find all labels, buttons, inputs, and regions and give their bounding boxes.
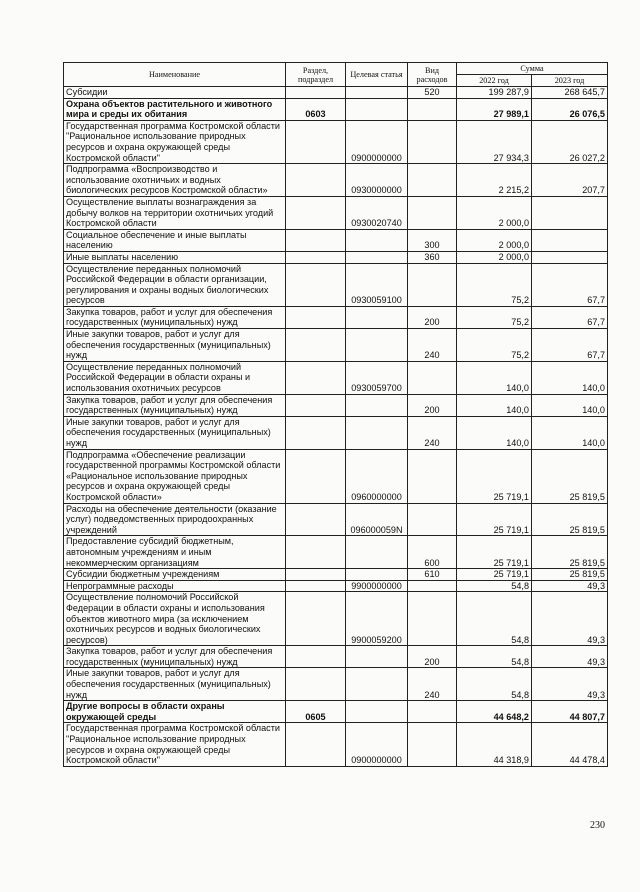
row-vid: 300 (408, 229, 457, 251)
row-target: 0960000000 (346, 449, 408, 503)
row-section (286, 251, 346, 263)
row-sum-2022: 27 934,3 (457, 120, 532, 163)
table-row (64, 196, 608, 229)
page-number: 230 (590, 820, 605, 831)
row-name: Государственная программа Костромской области "Рациональное использование природных ресурсов и охрана окружающей среды Костромской области" (64, 120, 286, 163)
table-row (64, 536, 608, 569)
header-sum: Сумма (457, 63, 608, 75)
row-section (286, 503, 346, 536)
row-sum-2022: 44 318,9 (457, 723, 532, 766)
row-sum-2022: 25 719,1 (457, 536, 532, 569)
row-sum-2022: 75,2 (457, 329, 532, 362)
table-row (64, 361, 608, 394)
table-row (64, 592, 608, 646)
row-target: 0900000000 (346, 120, 408, 163)
row-name: Осуществление переданных полномочий Российской Федерации в области охраны и использования охотничьих ресурсов (64, 361, 286, 394)
table-row (64, 120, 608, 163)
table-row (64, 229, 608, 251)
row-sum-2022: 140,0 (457, 361, 532, 394)
row-name: Государственная программа Костромской области "Рациональное использование природных ресурсов и охрана окружающей среды Костромской области" (64, 723, 286, 766)
row-sum-2022: 25 719,1 (457, 503, 532, 536)
row-sum-2022: 2 000,0 (457, 251, 532, 263)
row-section (286, 416, 346, 449)
row-section (286, 329, 346, 362)
table-row (64, 87, 608, 99)
table-row (64, 668, 608, 701)
row-vid (408, 580, 457, 592)
table-row (64, 569, 608, 581)
row-vid (408, 592, 457, 646)
row-sum-2022: 140,0 (457, 394, 532, 416)
row-sum-2023: 44 807,7 (532, 701, 608, 723)
row-name: Закупка товаров, работ и услуг для обеспечения государственных (муниципальных) нужд (64, 306, 286, 328)
row-sum-2023: 140,0 (532, 361, 608, 394)
row-sum-2023: 26 027,2 (532, 120, 608, 163)
header-year-2022: 2022 год (457, 75, 532, 87)
row-sum-2022: 199 287,9 (457, 87, 532, 99)
row-sum-2023: 67,7 (532, 263, 608, 306)
row-target: 0930059700 (346, 361, 408, 394)
row-target (346, 87, 408, 99)
row-name: Предоставление субсидий бюджетным, автономным учреждениям и иным некоммерческим организациям (64, 536, 286, 569)
row-target: 0930020740 (346, 196, 408, 229)
table-row (64, 503, 608, 536)
row-vid (408, 263, 457, 306)
row-name: Закупка товаров, работ и услуг для обеспечения государственных (муниципальных) нужд (64, 394, 286, 416)
row-section (286, 196, 346, 229)
row-section (286, 580, 346, 592)
table-row (64, 263, 608, 306)
row-sum-2023: 67,7 (532, 329, 608, 362)
row-sum-2023: 25 819,5 (532, 569, 608, 581)
row-sum-2023: 25 819,5 (532, 536, 608, 569)
row-sum-2022: 54,8 (457, 646, 532, 668)
table-row (64, 394, 608, 416)
row-sum-2023: 67,7 (532, 306, 608, 328)
row-vid: 200 (408, 306, 457, 328)
row-name: Охрана объектов растительного и животного мира и среды их обитания (64, 98, 286, 120)
row-name: Социальное обеспечение и иные выплаты населению (64, 229, 286, 251)
table-row (64, 723, 608, 766)
row-name: Закупка товаров, работ и услуг для обеспечения государственных (муниципальных) нужд (64, 646, 286, 668)
row-sum-2023: 26 076,5 (532, 98, 608, 120)
row-vid (408, 164, 457, 197)
row-section (286, 306, 346, 328)
row-name: Осуществление полномочий Российской Федерации в области охраны и использования объектов животного мира (за исключением охотничьих ресурсов и водных биологических ресурсов) (64, 592, 286, 646)
row-sum-2022: 54,8 (457, 580, 532, 592)
row-sum-2023 (532, 229, 608, 251)
row-sum-2022: 54,8 (457, 668, 532, 701)
row-target: 9900000000 (346, 580, 408, 592)
budget-table (63, 62, 608, 767)
row-vid: 240 (408, 668, 457, 701)
row-target (346, 229, 408, 251)
row-sum-2023: 140,0 (532, 394, 608, 416)
row-section (286, 361, 346, 394)
row-name: Подпрограмма «Обеспечение реализации государственной программы Костромской области «Рациональное использование природных ресурсов и охрана окружающей среды Костромской области» (64, 449, 286, 503)
row-vid (408, 723, 457, 766)
row-target (346, 306, 408, 328)
header-target: Целевая статья (346, 63, 408, 87)
row-target (346, 536, 408, 569)
row-target (346, 394, 408, 416)
row-target: 0930000000 (346, 164, 408, 197)
row-section (286, 87, 346, 99)
table-row (64, 98, 608, 120)
table-row (64, 329, 608, 362)
header-vid: Вид расходов (408, 63, 457, 87)
row-vid (408, 701, 457, 723)
row-target: 096000059N (346, 503, 408, 536)
row-section (286, 646, 346, 668)
row-target (346, 701, 408, 723)
row-vid (408, 196, 457, 229)
table-row (64, 416, 608, 449)
row-sum-2022: 54,8 (457, 592, 532, 646)
row-section (286, 592, 346, 646)
row-sum-2022: 25 719,1 (457, 449, 532, 503)
row-vid (408, 361, 457, 394)
row-vid: 240 (408, 416, 457, 449)
row-name: Непрограммные расходы (64, 580, 286, 592)
row-section: 0603 (286, 98, 346, 120)
row-name: Субсидии (64, 87, 286, 99)
row-section (286, 394, 346, 416)
row-sum-2022: 2 215,2 (457, 164, 532, 197)
row-vid: 600 (408, 536, 457, 569)
table-row (64, 580, 608, 592)
row-section (286, 164, 346, 197)
row-sum-2023: 44 478,4 (532, 723, 608, 766)
row-sum-2023: 49,3 (532, 580, 608, 592)
row-section (286, 569, 346, 581)
row-sum-2023: 207,7 (532, 164, 608, 197)
row-name: Подпрограмма «Воспроизводство и использование охотничьих и водных биологических ресурсов Костромской области» (64, 164, 286, 197)
row-sum-2022: 25 719,1 (457, 569, 532, 581)
row-section (286, 536, 346, 569)
row-sum-2022: 140,0 (457, 416, 532, 449)
row-name: Иные закупки товаров, работ и услуг для обеспечения государственных (муниципальных) нужд (64, 416, 286, 449)
table-body (64, 87, 608, 767)
row-target (346, 569, 408, 581)
row-target (346, 98, 408, 120)
row-target (346, 251, 408, 263)
row-section (286, 120, 346, 163)
row-sum-2022: 2 000,0 (457, 196, 532, 229)
row-vid: 200 (408, 646, 457, 668)
row-target (346, 416, 408, 449)
row-sum-2023: 49,3 (532, 592, 608, 646)
header-name: Наименование (64, 63, 286, 87)
row-sum-2022: 27 989,1 (457, 98, 532, 120)
row-section (286, 263, 346, 306)
row-sum-2023: 140,0 (532, 416, 608, 449)
row-sum-2023: 49,3 (532, 668, 608, 701)
row-name: Осуществление переданных полномочий Российской Федерации в области организации, регулирования и охраны водных биологических ресурсов (64, 263, 286, 306)
row-vid (408, 98, 457, 120)
row-section (286, 229, 346, 251)
header-section: Раздел, подраздел (286, 63, 346, 87)
row-vid (408, 449, 457, 503)
row-target: 0930059100 (346, 263, 408, 306)
row-vid: 240 (408, 329, 457, 362)
table-row (64, 306, 608, 328)
row-sum-2023 (532, 251, 608, 263)
row-name: Субсидии бюджетным учреждениям (64, 569, 286, 581)
row-target (346, 668, 408, 701)
row-target (346, 329, 408, 362)
row-name: Иные закупки товаров, работ и услуг для обеспечения государственных (муниципальных) нужд (64, 329, 286, 362)
row-sum-2022: 75,2 (457, 263, 532, 306)
row-target: 9900059200 (346, 592, 408, 646)
row-sum-2022: 44 648,2 (457, 701, 532, 723)
row-name: Осуществление выплаты вознаграждения за добычу волков на территории охотничьих угодий Костромской области (64, 196, 286, 229)
table-row (64, 646, 608, 668)
row-name: Иные закупки товаров, работ и услуг для обеспечения государственных (муниципальных) нужд (64, 668, 286, 701)
row-vid (408, 503, 457, 536)
row-section (286, 449, 346, 503)
table-row (64, 164, 608, 197)
row-sum-2023 (532, 196, 608, 229)
row-vid: 200 (408, 394, 457, 416)
header-year-2023: 2023 год (532, 75, 608, 87)
table-row (64, 449, 608, 503)
row-name: Иные выплаты населению (64, 251, 286, 263)
row-sum-2023: 25 819,5 (532, 503, 608, 536)
table-row (64, 701, 608, 723)
row-sum-2023: 25 819,5 (532, 449, 608, 503)
row-sum-2022: 75,2 (457, 306, 532, 328)
row-vid: 520 (408, 87, 457, 99)
row-name: Расходы на обеспечение деятельности (оказание услуг) подведомственных природоохранных учреждений (64, 503, 286, 536)
table-row (64, 251, 608, 263)
row-sum-2022: 2 000,0 (457, 229, 532, 251)
row-vid: 360 (408, 251, 457, 263)
row-sum-2023: 268 645,7 (532, 87, 608, 99)
row-name: Другие вопросы в области охраны окружающей среды (64, 701, 286, 723)
row-target: 0900000000 (346, 723, 408, 766)
row-vid (408, 120, 457, 163)
row-section (286, 723, 346, 766)
row-section (286, 668, 346, 701)
row-section: 0605 (286, 701, 346, 723)
row-vid: 610 (408, 569, 457, 581)
row-sum-2023: 49,3 (532, 646, 608, 668)
row-target (346, 646, 408, 668)
